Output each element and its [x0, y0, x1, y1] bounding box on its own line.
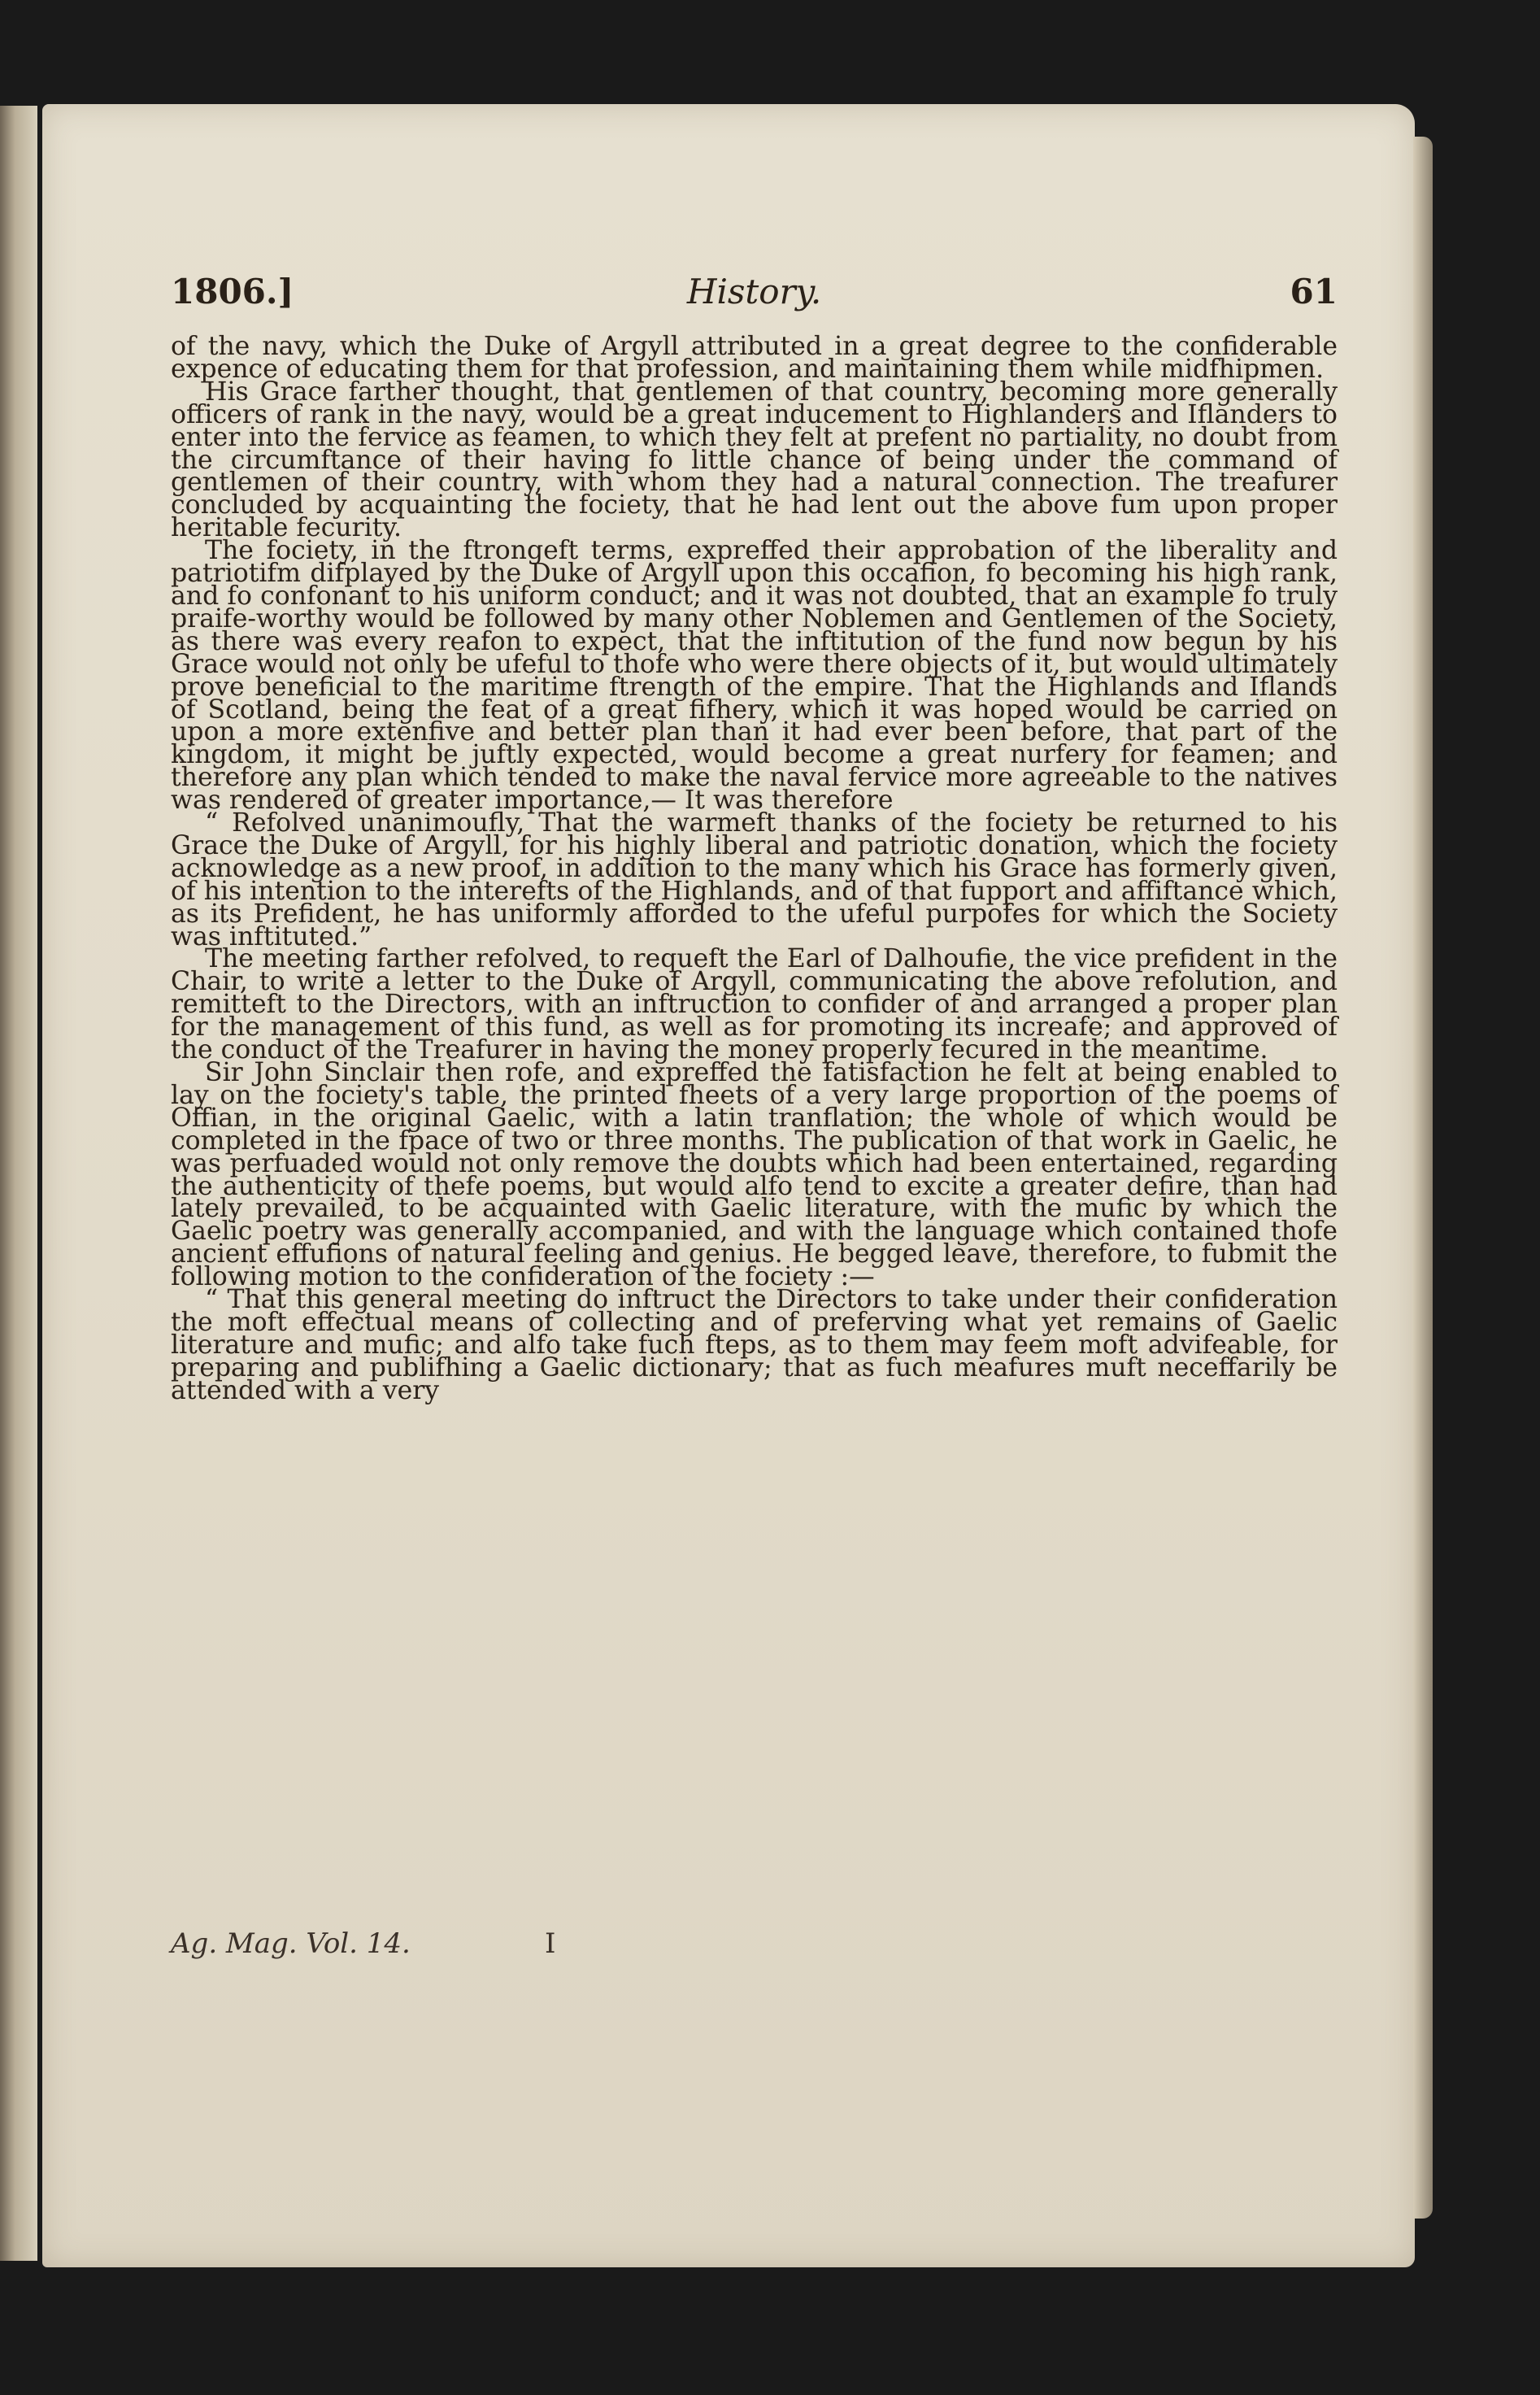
paragraph-2: His Grace farther thought, that gentlemen of that country, becoming more generally officers of rank in the navy, would be a great inducement to Highlanders and Iflanders to enter into the fervice as feamen, to which they felt at prefent no partiality, no doubt from the circumftance of their having fo little chance of being under the command of gentlemen of their country, with whom they had a natural connection. The treafurer concluded by acquainting the fociety, that he had lent out the above fum upon proper heritable fecurity.: [171, 377, 1338, 543]
paragraph-3: The fociety, in the ftrongeft terms, expreffed their approbation of the liberality and patriotifm difplayed by the Duke of Argyll upon this occafion, fo becoming his high rank, and fo confonant to his uniform conduct; and it was not doubted, that an example fo truly praife-worthy would be followed by many other Noblemen and Gentlemen of the Society, as there was every reafon to expect, that the inftitution of the fund now begun by his Grace would not only be ufeful to thofe who were there objects of it, but would ultimately prove beneficial to the maritime ftrength of the empire. That the Highlands and Iflands of Scotland, being the feat of a great fifhery, which it was hoped would be carried on upon a more extenfive and better plan than it had ever been before, that part of the kingdom, it might be juftly expected, would become a great nurfery for feamen; and therefore any plan which tended to make the naval fervice more agreeable to the natives was rendered of greater importance,— It was therefore: [171, 536, 1338, 816]
body-text: [171, 332, 1338, 1405]
paragraph-6: Sir John Sinclair then rofe, and expreffed the fatisfaction he felt at being enabled to lay on the fociety's table, the printed fheets of a very large proportion of the poems of Offian, in the original Gaelic, with a latin tranflation; the whole of which would be completed in the fpace of two or three months. The publication of that work in Gaelic, he was perfuaded would not only remove the doubts which had been entertained, regarding the authenticity of thefe poems, but would alfo tend to excite a greater defire, than had lately prevailed, to be acquainted with Gaelic literature, with the mufic by which the Gaelic poetry was generally accompanied, and with the language which contained thofe ancient effufions of natural feeling and genius. He begged leave, therefore, to fubmit the following motion to the confideration of the fociety :—: [171, 1058, 1338, 1292]
page-footer: [171, 1927, 1338, 1960]
paragraph-7: “ That this general meeting do inftruct the Directors to take under their confideration the moft effectual means of collecting and of preferving what yet remains of Gaelic literature and mufic; and alfo take fuch fteps, as to them may feem moft advifeable, for preparing and publifhing a Gaelic dictionary; that as fuch meafures muft neceffarily be attended with a very: [171, 1285, 1338, 1405]
previous-page-edge: [0, 106, 37, 2261]
signature-mark: I: [545, 1927, 556, 1960]
paragraph-4: “ Refolved unanimoufly, That the warmeft thanks of the fociety be returned to his Grace the Duke of Argyll, for his highly liberal and patriotic donation, which the fociety acknowledge as a new proof, in addition to the many which his Grace has formerly given, of his intention to the interefts of the Highlands, and of that fupport and affiftance which, as its Prefident, he has uniformly afforded to the ufeful purpofes for which the Society was inftituted.”: [171, 808, 1338, 951]
header-title: History.: [686, 272, 822, 311]
running-header: [171, 272, 1338, 320]
page-number: 61: [1290, 272, 1338, 311]
footer-volume: Ag. Mag. Vol. 14.: [171, 1927, 411, 1960]
paragraph-5: The meeting farther refolved, to requeft the Earl of Dalhoufie, the vice prefident in the Chair, to write a letter to the Duke of Argyll, communicating the above refolution, and remitteft to the Directors, with an inftruction to confider of and arranged a proper plan for the management of this fund, as well as for promoting its increafe; and approved of the conduct of the Treafurer in having the money properly fecured in the meantime.: [171, 944, 1338, 1065]
header-year: 1806.]: [171, 272, 294, 311]
paragraph-1: of the navy, which the Duke of Argyll attributed in a great degree to the confiderable expence of educating them for that profession, and maintaining them while midfhipmen.: [171, 332, 1338, 384]
